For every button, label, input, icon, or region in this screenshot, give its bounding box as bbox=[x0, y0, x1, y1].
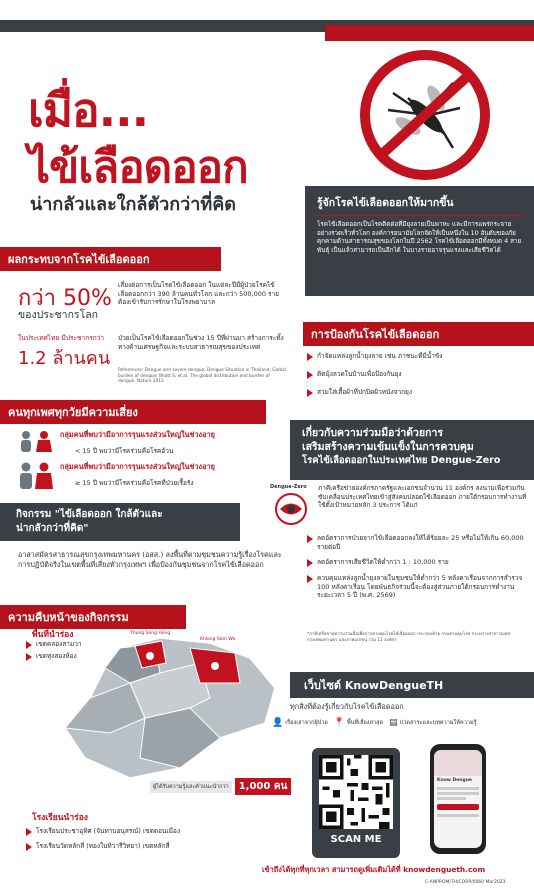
risk-group2-title: กลุ่มคนที่พบว่ามีอาการรุนแรงส่วนใหญ่ในช่วงอายุ bbox=[60, 462, 215, 471]
title-line2: ไข้เลือดออก bbox=[28, 142, 248, 193]
bullet-icon bbox=[26, 641, 32, 649]
bullet-icon bbox=[307, 559, 313, 567]
bullet-icon bbox=[307, 575, 313, 583]
prevention-item: กำจัดแหล่งลูกน้ำยุงลาย เช่น ภาชนะที่มีน้ำขัง bbox=[307, 352, 527, 361]
activity-heading-panel bbox=[0, 503, 240, 541]
risk-group2-detail: ≥ 15 ปี พบว่ามีโรคร่วมคือโรคที่ป่วยเรื้อรัง bbox=[75, 479, 194, 487]
dengue-zero-logo bbox=[268, 484, 314, 530]
bullet-icon bbox=[307, 389, 313, 397]
collab-goal-item: ลดอัตราการป่วยจากไข้เลือดออกลงให้ได้ร้อยละ 25 หรือไม่ให้เกิน 60,000 รายต่อปี bbox=[307, 534, 527, 551]
collab-heading-line1: เกี่ยวกับความร่วมมือว่าด้วยการ bbox=[302, 427, 443, 439]
phone-title: Know Dengue bbox=[437, 778, 472, 783]
title-line1: เมื่อ... bbox=[28, 83, 149, 137]
pilot-heading: พื้นที่นำร่อง bbox=[32, 630, 74, 640]
prevention-item: ติดมุ้งลวดในบ้านเพื่อป้องกันยุง bbox=[307, 370, 527, 379]
reach-value: 1,000 คน bbox=[235, 778, 292, 795]
progress-heading: ความคืบหน้าของกิจกรรม bbox=[0, 605, 186, 629]
phone-line bbox=[437, 792, 479, 795]
prevention-list bbox=[307, 352, 527, 397]
document-code: C-ANPROM/TH/CORP/0060 Mar2023 bbox=[425, 880, 506, 885]
school-item: โรงเรียนประชาอุทิศ (จันทาบอนุสรณ์) เขตดอนเมือง bbox=[26, 827, 291, 836]
activity-heading-line2: น่ากลัวกว่าที่คิด" bbox=[16, 523, 89, 534]
qr-code[interactable] bbox=[319, 755, 393, 829]
phone-banner bbox=[434, 750, 482, 776]
map-label-khlong-sam-wa: Khlong Sam Wa bbox=[200, 637, 236, 642]
website-heading: เว็บไซต์ KnowDengueTH bbox=[290, 672, 534, 698]
feature-risk-areas: 📍 พื้นที่เสี่ยงล่าสุด bbox=[333, 718, 384, 728]
website-footer[interactable]: เข้าถึงได้ทุกที่ทุกเวลา สามารถดูเพิ่มเติมได้ที่ knowdengueth.com bbox=[262, 865, 486, 874]
person-icon: 👤 bbox=[272, 718, 284, 728]
risk-heading: คนทุกเพศทุกวัยมีความเสี่ยง bbox=[0, 400, 266, 424]
collab-heading-line3: โรคไข้เลือดออกในประเทศไทย Dengue-Zero bbox=[302, 455, 501, 466]
document-icon: ▤ bbox=[389, 718, 398, 728]
school-item: โรงเรียนวัดหลักสี่ (ทองใบทิวารีวิทยา) เขตหลักสี่ bbox=[26, 842, 291, 851]
collab-goal-item: ควบคุมแหล่งลูกน้ำยุงลายในชุมชนให้ต่ำกว่า 5 หลังคาเรือนจากการสำรวจ 100 หลังคาเรือน โดยพันธกิจร่วมนี้จะต้องสู่ส่วนภายใต้กรอบการทำงานระยะเวลา 5 ปี (พ.ศ. 2569) bbox=[307, 574, 527, 600]
phone-button bbox=[437, 804, 479, 810]
impact-stat1-value: กว่า 50% bbox=[18, 286, 112, 311]
phone-line bbox=[437, 787, 479, 790]
no-mosquito-icon bbox=[358, 48, 492, 182]
impact-stat2-value: 1.2 ล้านคน bbox=[18, 348, 111, 369]
children-icon bbox=[16, 430, 56, 462]
impact-stat2-prefix: ในประเทศไทย มีประชากรกว่า bbox=[18, 334, 105, 342]
collab-footnote: *ภาคีเครือข่ายความร่วมมือเพื่อการควบคุมโรคไข้เลือดออก ประกอบด้วย กรมควบคุมโรค กระทรวงสาธารณสุข กรุงเทพมหานคร และภาคเอกชน รวม 11 องค์กร bbox=[307, 632, 511, 643]
reach-prefix: ผู้ได้รับความรู้และคำแนะนำกว่า bbox=[150, 781, 232, 793]
reach-badge bbox=[150, 778, 291, 795]
collab-intro: ภาคีเครือข่ายองค์กรภาครัฐและเอกชนจำนวน 11 องค์กร ลงนามเพื่อร่วมกันขับเคลื่อนประเทศไทยเข้าสู่สังคมปลอดไข้เลือดออก ภายใต้กรอบการทำงานที่ใช้ตั้งเป้าหมายหลัก 3 ประการ ได้แก่ bbox=[318, 484, 527, 509]
phone-line bbox=[437, 797, 466, 800]
impact-stat1-label: ของประชากรโลก bbox=[18, 309, 99, 321]
know-heading: รู้จักโรคไข้เลือดออกให้มากขึ้น bbox=[317, 197, 454, 209]
scan-me-label: SCAN ME bbox=[330, 834, 382, 845]
bangkok-map bbox=[50, 628, 280, 788]
website-subheading: ทุกสิ่งที่ต้องรู้เกี่ยวกับโรคไข้เลือดออก bbox=[290, 702, 404, 711]
impact-heading: ผลกระทบจากโรคไข้เลือดออก bbox=[0, 247, 221, 271]
map-label-thung-song-hong: Thung Song Hong bbox=[130, 631, 171, 636]
activity-body: อาสาสมัครสาธารณสุขกรุงเทพมหานคร (อสส.) ลงพื้นที่ตามชุมชนความรู้เรื่องโรคและการปฏิบัติจริงในเขตพื้นที่เสี่ยงทั่วกรุงเทพฯ เพื่อป้องกันชุมชนจากโรคไข้เลือดออก bbox=[18, 550, 282, 569]
website-features bbox=[272, 718, 477, 728]
dengue-zero-logo-text: Dengue-Zero bbox=[270, 484, 307, 490]
bullet-icon bbox=[307, 371, 313, 379]
activity-heading-line1: กิจกรรม "ไข้เลือดออก ใกล้ตัวและ bbox=[16, 509, 163, 520]
school-list bbox=[26, 827, 291, 851]
risk-group1-detail: < 15 ปี พบว่ามีโรคร่วมคือโรคอ้วน bbox=[75, 447, 174, 455]
school-heading: โรงเรียนนำร่อง bbox=[32, 813, 88, 823]
top-stripe-dark2 bbox=[0, 25, 325, 32]
phone-mockup bbox=[430, 744, 486, 854]
know-panel bbox=[305, 186, 534, 296]
risk-group1-title: กลุ่มคนที่พบว่ามีอาการรุนแรงส่วนใหญ่ในช่วงอายุ bbox=[60, 430, 215, 439]
collab-heading-line2: เสริมสร้างความเข้มแข็งในการควบคุม bbox=[302, 441, 474, 453]
bullet-icon bbox=[26, 828, 32, 836]
know-body: โรคไข้เลือดออกเป็นโรคติดต่อที่มียุงลายเป็นพาหะ และมีการแพร่กระจายอย่างรวดเร็วทั่วโลก องค์การอนามัยโลกจัดให้เป็นหนึ่งใน 10 อันดับของภัยคุกคามด้านสาธารณสุขของโลกในปี 2562 โรคไข้เลือดออกมีทั้งหมด 4 สายพันธุ์ เป็นแล้วสามารถเป็นอีกได้ ในบางรายอาจรุนแรงและเสียชีวิตได้ bbox=[317, 221, 522, 254]
phone-line bbox=[437, 814, 479, 817]
pilot-item: เขตทุ่งสองห้อง bbox=[26, 652, 82, 661]
impact-stat2-desc: ป่วยเป็นโรคไข้เลือดออกในช่วง 15 ปีที่ผ่านมา สร้างภาระทั้งทางด้านเศรษฐกิจและระบบสาธารณสุขของประเทศ bbox=[118, 334, 284, 351]
location-pin-icon: 📍 bbox=[333, 718, 345, 728]
adults-icon bbox=[16, 462, 56, 498]
feature-articles: ▤ ปวดสาระและบทความให้ความรู้ bbox=[389, 718, 477, 728]
bullet-icon bbox=[26, 653, 32, 661]
prevention-item: สวมใส่เสื้อผ้าที่ปกปิดผิวหนังจากยุง bbox=[307, 388, 527, 397]
impact-stat1-desc: เสี่ยงต่อการเป็นโรคไข้เลือดออก ในแต่ละปีมีผู้ป่วยโรคไข้เลือดออกกว่า 390 ล้านคนทั่วโลก และกว่า 500,000 ราย ต้องเข้ารับการรักษาในโรงพยาบาล bbox=[118, 281, 279, 306]
impact-references: References: Dengue and severe dengue; Dengue Situation in Thailand; Global burden of dengue; Bhatt S, et al. The global distribution and burden of dengue. Nature 2013 bbox=[118, 368, 286, 385]
title-line3: น่ากลัวและใกล้ตัวกว่าที่คิด bbox=[30, 194, 236, 215]
feature-stories: 👤 เรื่องเล่าจากผู้ป่วย bbox=[272, 718, 328, 728]
bullet-icon bbox=[307, 353, 313, 361]
collab-goal-item: ลดอัตราการเสียชีวิตให้ต่ำกว่า 1 : 10,000 ราย bbox=[307, 558, 527, 567]
qr-code-frame[interactable] bbox=[312, 748, 400, 858]
top-stripe-red bbox=[325, 25, 534, 41]
prevention-heading: การป้องกันโรคไข้เลือดออก bbox=[303, 322, 534, 346]
collab-heading-panel bbox=[290, 420, 534, 480]
bullet-icon bbox=[26, 843, 32, 851]
collab-goals bbox=[307, 534, 527, 600]
bullet-icon bbox=[307, 535, 313, 543]
pilot-item: เขตคลองสามวา bbox=[26, 640, 82, 649]
phone-screen bbox=[434, 750, 482, 848]
